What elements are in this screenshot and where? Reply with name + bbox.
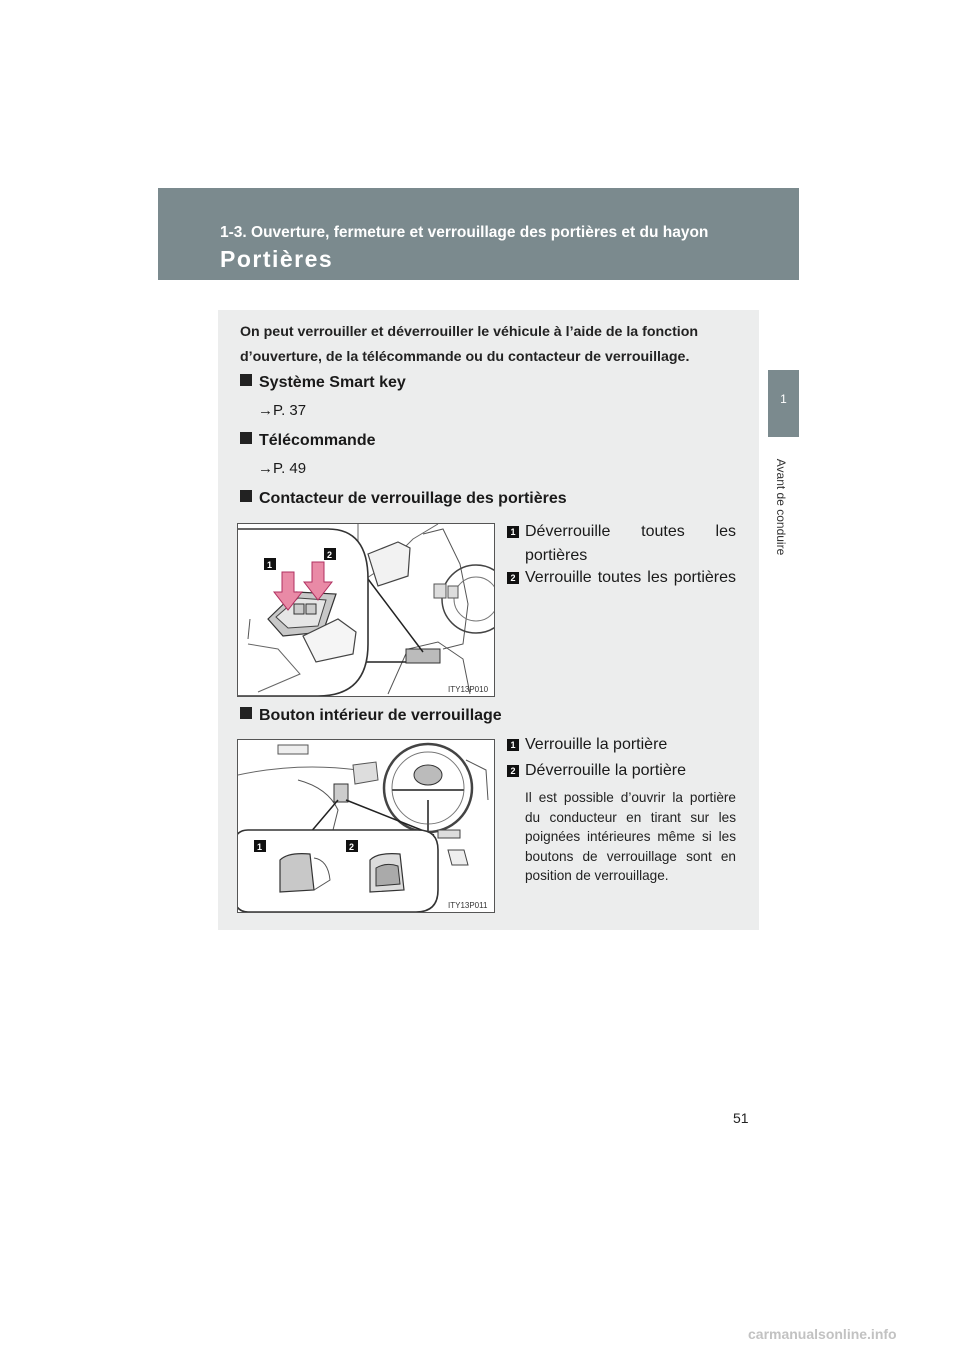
item-text: Verrouille toutes les portières (525, 569, 736, 586)
subhead-smart-key: Système Smart key (240, 374, 406, 392)
item-text: Verrouille la portière (525, 736, 668, 753)
square-bullet-icon (240, 707, 252, 719)
chapter-side-label (766, 447, 796, 567)
svg-text:2: 2 (327, 550, 333, 560)
inside-lock-illustration (237, 739, 495, 913)
page-number: 51 (733, 1110, 749, 1126)
content-panel (218, 310, 759, 930)
callout-2-badge: 2 (507, 765, 519, 777)
door-switch-drawing (238, 524, 494, 696)
section-title: 1-3. Ouverture, fermeture et verrouillage des portières et du hayon (220, 224, 709, 241)
ref-remote: →P. 49 (258, 460, 307, 477)
square-bullet-icon (240, 432, 252, 444)
chapter-number: 1 (780, 392, 787, 406)
square-bullet-icon (240, 374, 252, 386)
inside-lock-note: Il est possible d’ouvrir la portière du conducteur en tirant sur les poignées intérieures même si les boutons de verrouillage sont en position de verrouillage. (525, 790, 736, 883)
callout-1-badge: 1 (507, 526, 519, 538)
figure-code: ITY13P011 (448, 901, 488, 910)
door-switch-item-2 (507, 566, 736, 590)
watermark: carmanualsonline.info (748, 1326, 897, 1342)
svg-text:2: 2 (349, 842, 355, 852)
subhead-door-switch: Contacteur de verrouillage des portières (240, 490, 567, 508)
callout-1-badge: 1 (507, 739, 519, 751)
inside-lock-item-2 (507, 759, 736, 783)
item-text: Déverrouille toutes les portières (525, 523, 736, 564)
item-text: Déverrouille la portière (525, 762, 686, 779)
intro-text: On peut verrouiller et déverrouiller le véhicule à l’aide de la fonction d’ouverture, de la télécommande ou du contacteur de verrouillage. (240, 324, 699, 365)
square-bullet-icon (240, 490, 252, 502)
ref-smart-key: →P. 37 (258, 402, 307, 419)
subhead-inside-lock: Bouton intérieur de verrouillage (240, 707, 502, 725)
figure-code: ITY13P010 (448, 685, 489, 694)
svg-text:1: 1 (257, 842, 263, 852)
chapter-tab (768, 370, 799, 437)
door-switch-item-1 (507, 520, 736, 568)
callout-2-badge: 2 (507, 572, 519, 584)
inside-lock-drawing (238, 740, 494, 912)
svg-text:1: 1 (267, 560, 273, 570)
page-title: Portières (220, 246, 334, 272)
chapter-label: Avant de conduire (774, 458, 788, 556)
chapter-header (158, 188, 799, 280)
subhead-remote: Télécommande (240, 432, 375, 450)
door-switch-illustration (237, 523, 495, 697)
inside-lock-item-1 (507, 733, 736, 757)
